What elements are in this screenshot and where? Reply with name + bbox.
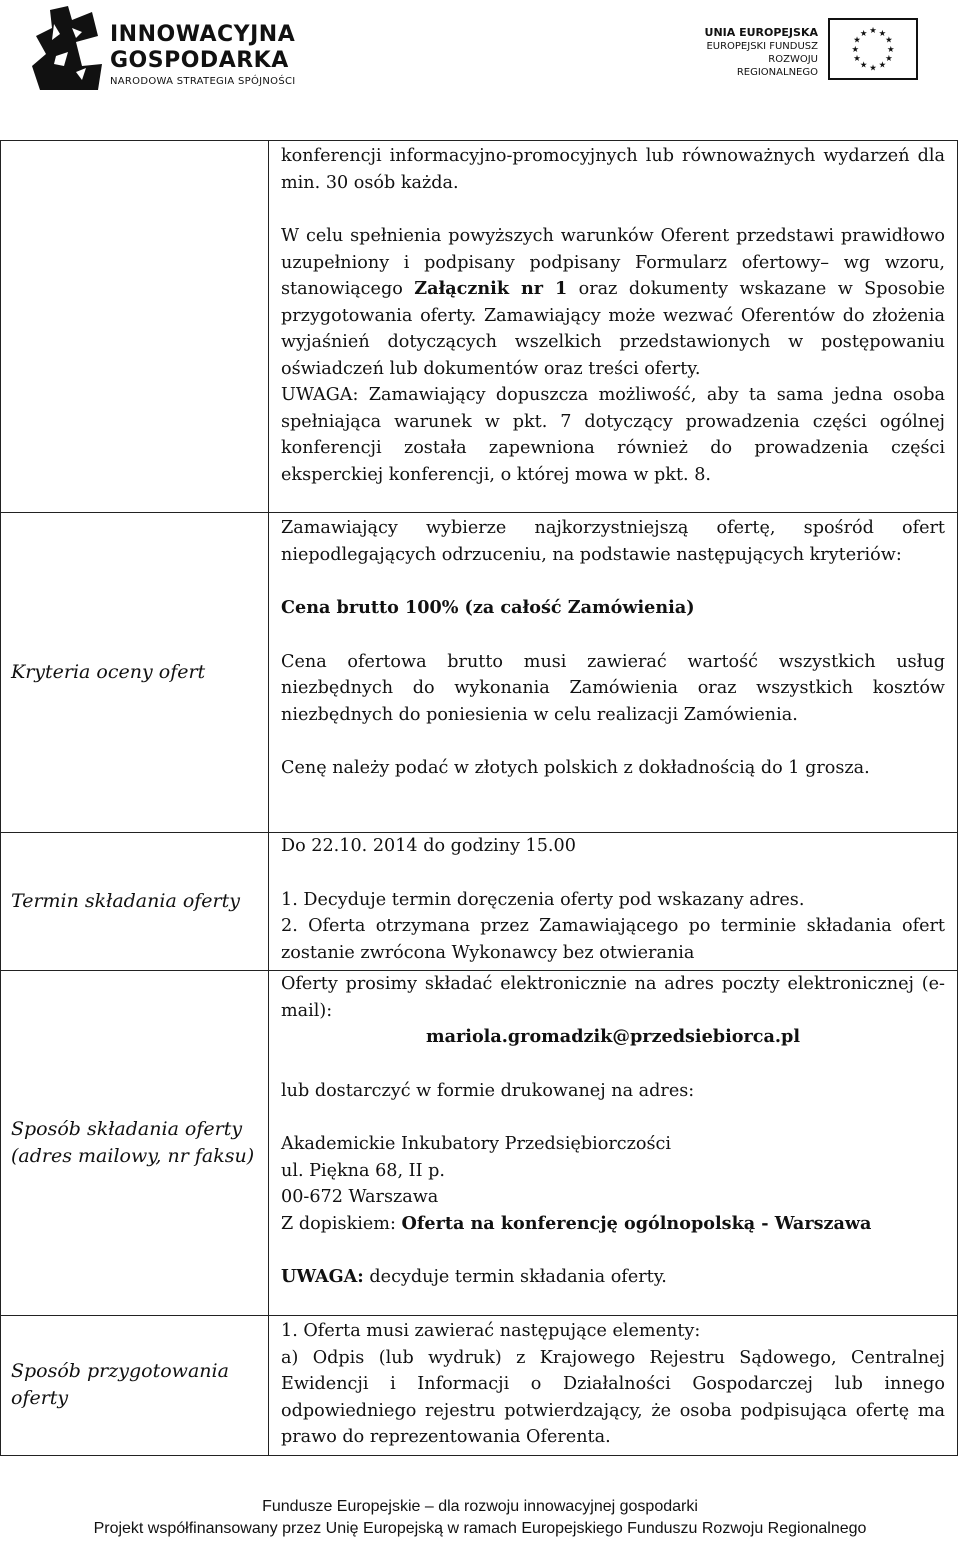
svg-text:★: ★	[885, 34, 893, 45]
row-label-line-1: Sposób przygotowania	[11, 1360, 229, 1383]
svg-text:★: ★	[878, 59, 887, 70]
warning-line	[281, 1264, 945, 1291]
row-label-line-1: Sposób składania oferty	[11, 1118, 243, 1140]
table-row	[1, 833, 958, 971]
paragraph: Cenę należy podać w złotych polskich z dokładnością do 1 grosza.	[281, 758, 870, 778]
paragraph	[281, 595, 945, 622]
page-footer	[0, 1496, 960, 1540]
row-content	[269, 971, 958, 1316]
row-label-line-2: oferty	[11, 1387, 69, 1410]
svg-text:★: ★	[885, 53, 893, 64]
paragraph: konferencji informacyjno-promocyjnych lub równoważnych wydarzeń dla min. 30 osób każda.	[281, 146, 945, 193]
address-line: Akademickie Inkubatory Przedsiębiorczości	[281, 1134, 671, 1154]
svg-text:★: ★	[869, 62, 877, 73]
ig-logo-mark-icon	[32, 6, 102, 90]
eu-flag-icon	[828, 18, 918, 80]
ig-logo-text	[110, 22, 296, 87]
paragraph: Do 22.10. 2014 do godziny 15.00	[281, 836, 576, 856]
eu-logo-line-1: UNIA EUROPEJSKA	[704, 26, 818, 39]
svg-text:★: ★	[869, 25, 877, 36]
paragraph: 2. Oferta otrzymana przez Zamawiającego po terminie składania ofert zostanie zwrócona Wykonawcy bez otwierania	[281, 916, 945, 963]
address-line: 00-672 Warszawa	[281, 1187, 439, 1207]
bold-text: Oferta na konferencję ogólnopolską - Warszawa	[401, 1212, 872, 1234]
logo-line-1: INNOWACYJNA	[110, 22, 296, 47]
address-line: ul. Piękna 68, II p.	[281, 1160, 446, 1181]
page-header	[0, 0, 960, 100]
paragraph: a) Odpis (lub wydruk) z Krajowego Rejestru Sądowego, Centralnej Ewidencji i Informacji o Działalności Gospodarczej lub innego odpowiedniego rejestru potwierdzający, że osoba podpisująca ofertę ma prawo do reprezentowania Oferenta.	[281, 1347, 945, 1447]
table-row	[1, 1316, 958, 1456]
paragraph: Cena ofertowa brutto musi zawierać wartość wszystkich usług niezbędnych do wykonania Zamówienia oraz wszystkich kosztów niezbędnych do poniesienia w celu realizacji Zamówienia.	[281, 651, 945, 725]
bold-text: Cena brutto 100% (za całość Zamówienia)	[281, 597, 695, 618]
bold-text: Załącznik nr 1	[414, 278, 568, 299]
text-span: oraz dokumenty wskazane w Sposobie przygotowania oferty. Zamawiający może wezwać Oferentów do złożenia wyjaśnień dotyczących wszelkich przedstawionych w postępowaniu oświadczeń lub dokumentów oraz treści oferty.	[281, 279, 946, 379]
svg-text:★: ★	[853, 34, 861, 45]
row-label-empty	[1, 141, 269, 513]
paragraph: Zamawiający wybierze najkorzystniejszą ofertę, spośród ofert niepodlegających odrzuceniu, na podstawie następujących kryteriów:	[281, 518, 945, 565]
offer-conditions-table	[0, 140, 958, 1456]
email-line	[281, 1024, 945, 1051]
table-row	[1, 141, 958, 513]
logo-line-2: GOSPODARKA	[110, 48, 289, 73]
annotation-line	[281, 1211, 945, 1238]
svg-text:★: ★	[851, 43, 859, 54]
paragraph: 1. Oferta musi zawierać następujące elementy:	[281, 1321, 701, 1341]
paragraph: UWAGA: Zamawiający dopuszcza możliwość, aby ta sama jedna osoba spełniająca warunek w pkt. 7 dotyczący prowadzenia części ogólnej konferencji została zapewniona również do prowadzenia części eksperckiej konferencji, o której mowa w pkt. 8.	[281, 385, 945, 485]
text-span: Z dopiskiem:	[281, 1213, 402, 1234]
row-label-line-2: (adres mailowy, nr faksu)	[11, 1145, 255, 1167]
row-label	[1, 1316, 269, 1456]
row-label: Kryteria oceny ofert	[1, 513, 269, 833]
svg-text:★: ★	[853, 53, 861, 64]
footer-line-1: Fundusze Europejskie – dla rozwoju innowacyjnej gospodarki	[262, 1498, 698, 1515]
paragraph: Oferty prosimy składać elektronicznie na adres poczty elektronicznej (e-mail):	[281, 974, 945, 1021]
row-content	[269, 513, 958, 833]
eu-logo-line-2: EUROPEJSKI FUNDUSZ	[706, 41, 818, 52]
text-span: W celu spełnienia powyższych warunków Oferent przedstawi prawidłowo uzupełniony i podpisany podpisany Formularz ofertowy– wg wzoru, stanowiącego	[281, 226, 945, 299]
table-row	[1, 971, 958, 1316]
paragraph	[281, 223, 945, 382]
row-content	[269, 1316, 958, 1456]
row-label: Termin składania oferty	[1, 833, 269, 971]
innowacyjna-gospodarka-logo	[32, 6, 322, 94]
row-content	[269, 141, 958, 513]
row-label	[1, 971, 269, 1316]
bold-text: UWAGA:	[281, 1266, 364, 1287]
footer-line-2: Projekt współfinansowany przez Unię Europejską w ramach Europejskiego Funduszu Rozwoju Regionalnego	[93, 1520, 867, 1537]
svg-text:★: ★	[878, 27, 887, 38]
table-row	[1, 513, 958, 833]
logo-line-3: NARODOWA STRATEGIA SPÓJNOŚCI	[110, 76, 296, 87]
svg-text:★: ★	[859, 27, 868, 38]
eu-logo	[698, 18, 923, 82]
eu-logo-line-3: ROZWOJU REGIONALNEGO	[736, 54, 818, 78]
paragraph: lub dostarczyć w formie drukowanej na adres:	[281, 1080, 695, 1101]
text-span: decyduje termin składania oferty.	[363, 1267, 667, 1287]
email-address-link[interactable]: mariola.gromadzik@przedsiebiorca.pl	[425, 1026, 801, 1047]
eu-logo-text	[698, 26, 818, 79]
row-content	[269, 833, 958, 971]
svg-text:★: ★	[859, 59, 868, 70]
paragraph: 1. Decyduje termin doręczenia oferty pod wskazany adres.	[281, 889, 805, 910]
svg-text:★: ★	[887, 43, 895, 54]
